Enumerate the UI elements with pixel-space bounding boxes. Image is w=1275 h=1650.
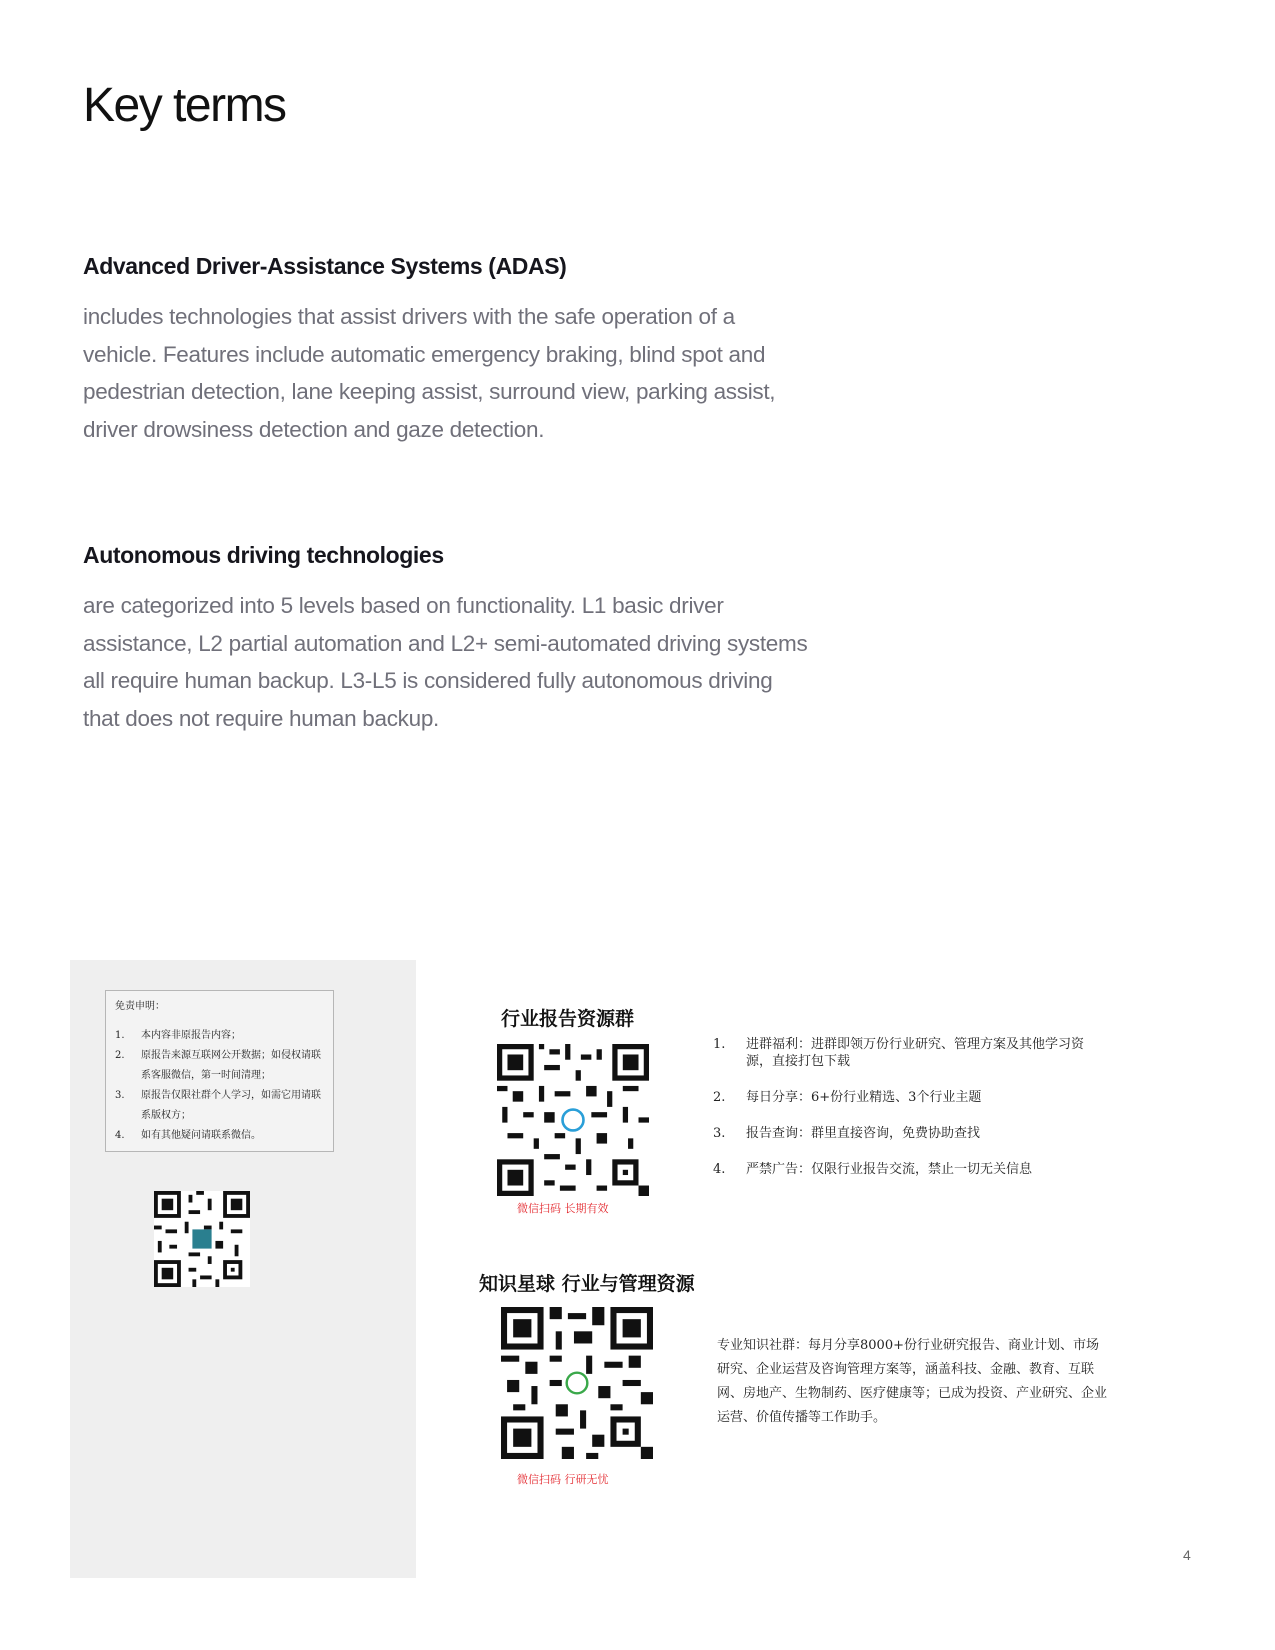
term-adas xyxy=(83,253,873,448)
disclaimer-list xyxy=(115,1026,324,1146)
term-heading: Autonomous driving technologies xyxy=(83,542,444,568)
item-text: 报告查询：群里直接咨询，免费协助查找 xyxy=(746,1126,981,1141)
term-line: vehicle. Features include automatic emergency braking, blind spot and xyxy=(83,341,766,367)
report-group-scan-label: 微信扫码 长期有效 xyxy=(517,1202,609,1215)
item-number: 2. xyxy=(115,1050,125,1061)
item-number: 3. xyxy=(713,1126,726,1141)
disclaimer-title: 免责申明： xyxy=(115,1001,165,1012)
term-line: includes technologies that assist drivers with the safe operation of a xyxy=(83,304,735,329)
item-number: 4. xyxy=(713,1162,726,1177)
list-item xyxy=(115,1046,324,1086)
term-line: all require human backup. L3-L5 is considered fully autonomous driving xyxy=(83,668,773,693)
term-line: pedestrian detection, lane keeping assist, surround view, parking assist, xyxy=(83,379,776,404)
item-number: 1. xyxy=(713,1037,726,1052)
list-item xyxy=(115,1126,324,1146)
item-number: 1. xyxy=(115,1030,125,1041)
term-definition xyxy=(83,587,873,737)
page-title: Key terms xyxy=(83,79,286,132)
item-number: 2. xyxy=(713,1090,726,1105)
item-text: 原报告仅限社群个人学习，如需它用请联系版权方； xyxy=(141,1090,321,1121)
term-line: that does not require human backup. xyxy=(83,705,439,731)
term-line: driver drowsiness detection and gaze detection. xyxy=(83,416,545,442)
report-group-title: 行业报告资源群 xyxy=(501,1008,635,1030)
item-text: 严禁广告：仅限行业报告交流，禁止一切无关信息 xyxy=(746,1162,1033,1177)
disclaimer-box xyxy=(105,990,334,1152)
benefits-list xyxy=(713,1036,1093,1197)
term-line: are categorized into 5 levels based on functionality. L1 basic driver xyxy=(83,593,724,618)
knowledge-planet-title: 知识星球 行业与管理资源 xyxy=(479,1273,695,1295)
page-number: 4 xyxy=(1183,1547,1191,1563)
item-text: 本内容非原报告内容； xyxy=(141,1030,241,1041)
term-line: assistance, L2 partial automation and L2+ semi-automated driving systems xyxy=(83,630,808,656)
list-item xyxy=(713,1161,1093,1178)
knowledge-planet-qr-code-icon[interactable] xyxy=(501,1307,653,1459)
term-autonomous-driving xyxy=(83,542,873,737)
item-text: 每日分享：6+份行业精选、3个行业主题 xyxy=(746,1090,982,1105)
list-item xyxy=(115,1026,324,1046)
disclaimer-panel xyxy=(70,960,416,1578)
list-item xyxy=(713,1125,1093,1142)
item-text: 如有其他疑问请联系微信。 xyxy=(141,1130,261,1141)
report-group-qr-code-icon[interactable] xyxy=(497,1044,649,1196)
item-text: 进群福利：进群即领万份行业研究、管理方案及其他学习资源，直接打包下载 xyxy=(746,1037,1085,1069)
term-definition xyxy=(83,298,873,448)
list-item xyxy=(713,1036,1093,1070)
item-number: 3. xyxy=(115,1090,125,1101)
knowledge-planet-description: 专业知识社群：每月分享8000+份行业研究报告、商业计划、市场研究、企业运营及咨询管理方案等，涵盖科技、金融、教育、互联网、房地产、生物制药、医疗健康等；已成为投资、产业研究、企业运营、价值传播等工作助手。 xyxy=(717,1338,1108,1425)
list-item xyxy=(713,1089,1093,1106)
item-text: 原报告来源互联网公开数据；如侵权请联系客服微信，第一时间清理； xyxy=(141,1050,321,1081)
term-heading: Advanced Driver-Assistance Systems (ADAS) xyxy=(83,253,567,279)
item-number: 4. xyxy=(115,1130,125,1141)
knowledge-planet-scan-label: 微信扫码 行研无忧 xyxy=(517,1473,609,1486)
list-item xyxy=(115,1086,324,1126)
qr-code-icon[interactable] xyxy=(154,1191,250,1287)
